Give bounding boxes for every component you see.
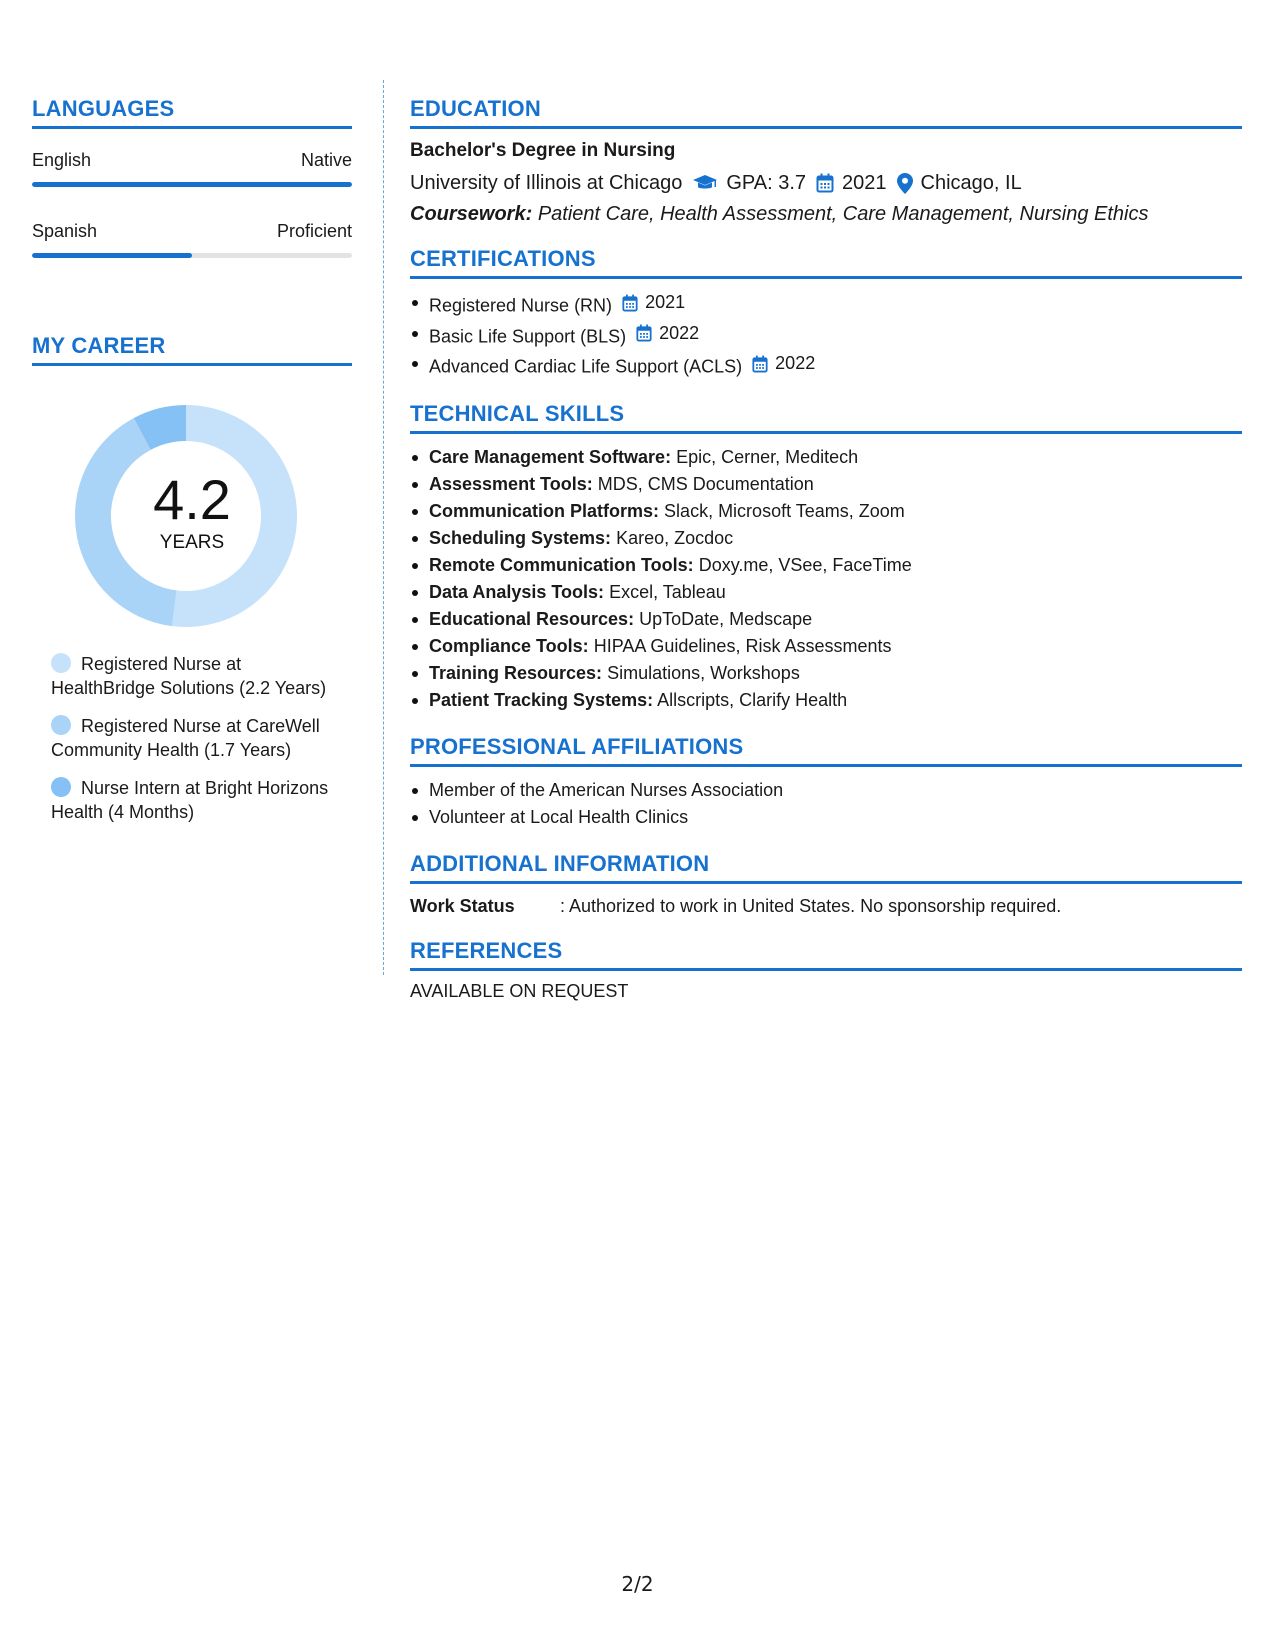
additional-title: ADDITIONAL INFORMATION — [410, 850, 710, 876]
skill-value: Simulations, Workshops — [607, 662, 800, 683]
page-number: 2/2 — [621, 1572, 654, 1596]
skill-value: Doxy.me, VSee, FaceTime — [698, 554, 912, 575]
work-status-label: Work Status — [410, 895, 515, 916]
skills-section — [410, 401, 1242, 714]
references-title: REFERENCES — [410, 937, 563, 963]
list-item — [410, 471, 1242, 498]
cert-year: 2021 — [645, 292, 686, 312]
coursework-list: Patient Care, Health Assessment, Care Management, Nursing Ethics — [537, 203, 1149, 225]
section-rule — [410, 126, 1242, 129]
career-donut-chart — [32, 396, 352, 636]
skill-value: HIPAA Guidelines, Risk Assessments — [593, 635, 892, 656]
coursework — [410, 202, 1242, 226]
calendar-icon — [752, 355, 772, 373]
left-column — [32, 96, 352, 838]
cert-name: Registered Nurse (RN) — [429, 295, 613, 316]
donut-segment — [142, 423, 186, 434]
legend-dot — [51, 777, 71, 797]
graduation-year: 2021 — [842, 172, 887, 194]
graduation-cap-icon — [692, 174, 718, 192]
references-section — [410, 938, 1242, 1002]
list-item — [410, 525, 1242, 552]
skill-label: Assessment Tools: — [429, 473, 593, 494]
cert-name: Basic Life Support (BLS) — [429, 326, 627, 346]
skill-label: Data Analysis Tools: — [429, 581, 605, 602]
legend-dot — [51, 653, 71, 673]
skill-value: MDS, CMS Documentation — [597, 473, 814, 494]
section-rule — [410, 968, 1242, 971]
degree: Bachelor's Degree in Nursing — [410, 140, 676, 161]
language-level: Native — [300, 150, 352, 170]
education-details — [410, 171, 1242, 195]
list-item — [410, 498, 1242, 525]
school-name: University of Illinois at Chicago — [410, 172, 683, 194]
section-rule — [410, 431, 1242, 434]
languages-section — [32, 96, 352, 258]
cert-year: 2022 — [775, 353, 816, 373]
section-rule — [32, 126, 352, 129]
skill-label: Scheduling Systems: — [429, 527, 612, 548]
list-item — [410, 633, 1242, 660]
education-title: EDUCATION — [410, 96, 541, 121]
skills-list — [410, 444, 1242, 714]
certifications-list — [410, 289, 1242, 381]
career-unit: YEARS — [159, 532, 225, 553]
skill-label: Patient Tracking Systems: — [429, 689, 654, 710]
list-item: Volunteer at Local Health Clinics — [410, 804, 1242, 831]
skill-value: Epic, Cerner, Meditech — [676, 446, 859, 467]
skill-value: Excel, Tableau — [609, 581, 726, 602]
list-item — [410, 687, 1242, 714]
column-divider — [383, 80, 384, 975]
coursework-label: Coursework: — [410, 203, 533, 225]
section-rule — [410, 764, 1242, 767]
skill-value: Slack, Microsoft Teams, Zoom — [664, 500, 905, 521]
list-item — [410, 552, 1242, 579]
skills-title: TECHNICAL SKILLS — [410, 400, 625, 426]
right-column — [410, 96, 1242, 1022]
list-item — [410, 579, 1242, 606]
section-rule — [410, 276, 1242, 279]
legend-label: Registered Nurse at HealthBridge Solutions (2.2 Years) — [51, 654, 327, 698]
language-bar-fill — [32, 182, 352, 187]
calendar-icon — [622, 294, 642, 312]
language-bar — [32, 253, 352, 258]
legend-dot — [51, 715, 71, 735]
map-pin-icon — [897, 173, 913, 194]
language-bar — [32, 182, 352, 187]
list-item — [410, 606, 1242, 633]
list-item — [410, 444, 1242, 471]
calendar-icon — [636, 324, 656, 342]
affiliations-list — [410, 777, 1242, 831]
career-section — [32, 333, 352, 824]
certifications-section — [410, 246, 1242, 381]
affiliations-title: PROFESSIONAL AFFILIATIONS — [410, 733, 744, 759]
affiliations-section — [410, 734, 1242, 831]
legend-item — [51, 776, 332, 824]
skill-value: UpToDate, Medscape — [639, 608, 813, 629]
education-section — [410, 96, 1242, 226]
work-status-row — [410, 894, 1242, 918]
career-legend — [32, 652, 332, 824]
career-total: 4.2 — [153, 468, 231, 531]
calendar-icon — [816, 173, 834, 193]
references-text: AVAILABLE ON REQUEST — [410, 980, 629, 1001]
language-bar-fill — [32, 253, 192, 258]
skill-label: Remote Communication Tools: — [429, 554, 694, 575]
location: Chicago, IL — [920, 172, 1022, 194]
skill-label: Communication Platforms: — [429, 500, 660, 521]
language-name: English — [32, 150, 92, 170]
legend-label: Registered Nurse at CareWell Community Health (1.7 Years) — [51, 716, 320, 760]
language-item — [32, 220, 352, 258]
list-item — [410, 289, 1242, 320]
section-rule — [32, 363, 352, 366]
legend-label: Nurse Intern at Bright Horizons Health (4 Months) — [51, 778, 329, 822]
languages-title: LANGUAGES — [32, 96, 175, 121]
list-item: Member of the American Nurses Association — [410, 777, 1242, 804]
cert-year: 2022 — [659, 322, 700, 343]
legend-item — [51, 652, 332, 700]
list-item — [410, 350, 1242, 381]
gpa: GPA: 3.7 — [726, 172, 807, 194]
additional-section — [410, 851, 1242, 918]
legend-item — [51, 714, 332, 762]
career-title: MY CAREER — [32, 333, 166, 358]
language-name: Spanish — [32, 221, 98, 241]
work-status-value: : Authorized to work in United States. No sponsorship required. — [560, 895, 1062, 916]
language-item — [32, 149, 352, 187]
certifications-title: CERTIFICATIONS — [410, 246, 596, 271]
skill-label: Educational Resources: — [429, 608, 635, 629]
list-item — [410, 320, 1242, 351]
cert-name: Advanced Cardiac Life Support (ACLS) — [429, 356, 743, 377]
skill-value: Kareo, Zocdoc — [616, 527, 734, 548]
skill-label: Training Resources: — [429, 662, 603, 683]
language-level: Proficient — [276, 221, 352, 241]
skill-value: Allscripts, Clarify Health — [657, 689, 848, 710]
list-item — [410, 660, 1242, 687]
section-rule — [410, 881, 1242, 884]
skill-label: Care Management Software: — [429, 446, 672, 467]
skill-label: Compliance Tools: — [429, 635, 589, 656]
